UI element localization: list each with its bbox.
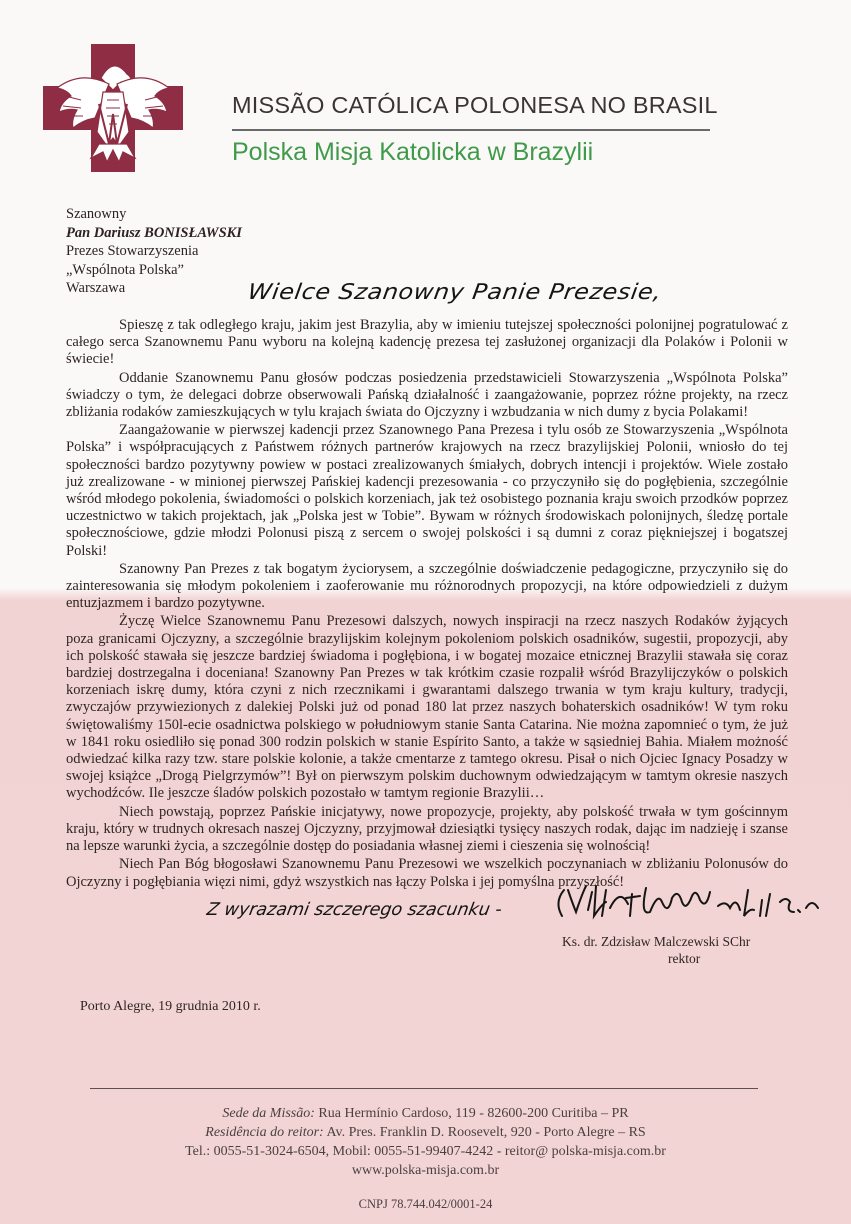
footer-cnpj: CNPJ 78.744.042/0001-24 (358, 1197, 493, 1211)
letter-paragraph: Niech Pan Bóg błogosławi Szanownemu Panu Prezesowi we wszelkich poczynaniach w zbliżaniu Polonusów do Ojczyzny i pogłębiania więzi nimi, gdyż wszystkich nas łączy Polska i jej pomyślna przyszłość! (66, 856, 788, 890)
footer-website: www.polska-misja.com.br (351, 1163, 500, 1178)
addressee-line: Szanowny (66, 206, 127, 222)
handwritten-signature (548, 880, 828, 928)
footer-residence-address: Av. Pres. Franklin D. Roosevelt, 920 - Porto Alegre – RS (326, 1125, 646, 1140)
signer-name: Ks. dr. Zdzisław Malczewski SChr (562, 934, 751, 949)
footer-seat-label: Sede da Missão: (222, 1106, 315, 1121)
letter-paragraph: Życzę Wielce Szanownemu Panu Prezesowi dalszych, nowych inspiracji na rzecz naszych Rodaków żyjących poza granicami Ojczyzny, a szczególnie brazylijskim kolejnym pokoleniom polskich osadników, sugestii, propozycji, aby ich polskość stawała się jeszcze bardziej świadoma i pogłębiona, i w bogatej mozaice etnicznej Brazylii stawała się coraz bardziej dostrzegalna i doceniana! Szanowny Pan Prezes w tak krótkim czasie rozpalił wśród Brazylijczyków o polskich korzeniach iskrę dumy, która czyni z nich rzecznikami i gwarantami dalszego trwania w tym kraju kultury, tradycji, zwyczajów przywiezionych z dalekiej Polski już od ponad 180 lat przez naszych bohaterskich osadników! W tym roku świętowaliśmy 150l-ecie osadnictwa polskiego w południowym stanie Santa Catarina. Nie można zapomnieć o tym, że już w 1841 roku osiedliło się ponad 300 rodzin polskich w stanie Espírito Santo, a także w sąsiedniej Bahia. Miałem możność odwiedzać kilka razy tzw. stare polskie kolonie, a także cmentarze z tamtego okresu. Pisał o nich Ojciec Ignacy Posadzy w swojej książce „Drogą Pielgrzymów”! Był on pierwszym polskim duchownym odwiedzającym w tamtym okresie naszych wychodźców. Ile jeszcze śladów polskich pozostało w tamtym regionie Brazylii… (66, 613, 788, 802)
mission-logo-cross-eagle (43, 44, 183, 172)
place-and-date: Porto Alegre, 19 grudnia 2010 r. (80, 999, 261, 1014)
addressee-name: Pan Dariusz BONISŁAWSKI (66, 224, 242, 241)
addressee-block (66, 205, 242, 298)
footer-seat-address: Rua Hermínio Cardoso, 119 - 82600-200 Curitiba – PR (318, 1106, 629, 1121)
signer-role: rektor (668, 951, 701, 966)
footer-residence-line (0, 1123, 851, 1142)
letter-paragraph: Szanowny Pan Prezes z tak bogatym życiorysem, a szczególnie doświadczenie pedagogiczne, przyczyniło się do zainteresowania się młodym pokoleniem i zaoferowanie mu różnorodnych propozycji, na które odpowiedzieli z dużym entuzjazmem i bardzo pozytywne. (66, 560, 788, 612)
organization-name-portuguese: MISSÃO CATÓLICA POLONESA NO BRASIL (232, 92, 718, 118)
header-divider (232, 129, 710, 131)
footer-seat-line (0, 1104, 851, 1123)
addressee-line: „Wspólnota Polska” (66, 261, 184, 278)
organization-name-polish: Polska Misja Katolicka w Brazylii (232, 138, 594, 166)
letter-paragraph: Spieszę z tak odległego kraju, jakim jest Brazylia, aby w imieniu tutejszej społeczności polonijnej pogratulować z całego serca Szanownemu Panu wyboru na kolejną kadencję prezesa tej zasłużonej organizacji dla Polaków i Polonii w świecie! (66, 317, 788, 368)
letter-paragraph: Oddanie Szanownemu Panu głosów podczas posiedzenia przedstawicieli Stowarzyszenia „Wspólnota Polska” świadczy o tym, że delegaci dobrze obserwowali Pańską działalność i zaangażowanie, poprzez różne projekty, na rzecz zbliżania rodaków zamieszkujących w tylu krajach świata do Ojczyzny i wzbudzania w nich dumy z bycia Polakami! (66, 369, 788, 421)
footer-divider (90, 1088, 758, 1089)
letter-body (66, 317, 788, 892)
letter-paragraph: Niech powstają, poprzez Pańskie inicjatywy, nowe propozycje, projekty, aby polskość trwała w tym gościnnym kraju, który w trudnych okresach naszej Ojczyzny, przyjmował dziesiątki tysięcy naszych rodak, dając im nadzieję i szanse na lepsze warunki życia, a szczególnie dostęp do posiadania własnej ziemi i cieszenia się wolnością! (66, 803, 788, 855)
footer-contact-block (0, 1104, 851, 1180)
addressee-line: Warszawa (66, 280, 126, 296)
footer-contact-line: Tel.: 0055-51-3024-6504, Mobil: 0055-51-99407-4242 - reitor@ polska-misja.com.br (185, 1144, 666, 1159)
handwritten-salutation: Wielce Szanowny Panie Prezesie, (246, 279, 664, 305)
footer-residence-label: Residência do reitor: (205, 1125, 324, 1140)
handwritten-closing: Z wyrazami szczerego szacunku - (205, 900, 504, 920)
letter-paragraph: Zaangażowanie w pierwszej kadencji przez Szanownego Pana Prezesa i tylu osób ze Stowarzyszenia „Wspólnota Polska” i współpracujących z Państwem różnych partnerów krajowych na rzecz brazylijskiej Polonii, wniosło do tej społeczności bardzo pozytywny powiew w postaci zrealizowanych śmiałych, dobrych intencji i projektów. Wiele zostało już zrealizowane - w minionej pierwszej Pańskiej kadencji prezesowania - co przyczyniło się do pogłębienia, szczególnie wśród młodego pokolenia, świadomości o polskich korzeniach, jak też osobistego poznania kraju swoich przodków poprzez uczestnictwo w takich projektach, jak „Polska jest w Tobie”. Bywam w różnych środowiskach polonijnych, śledzę portale społecznościowe, gdzie młodzi Polonusi piszą z sercem o swojej polskości i są dumni z coraz piękniejszej i bogatszej Polski! (66, 422, 788, 559)
addressee-line: Prezes Stowarzyszenia (66, 243, 199, 259)
